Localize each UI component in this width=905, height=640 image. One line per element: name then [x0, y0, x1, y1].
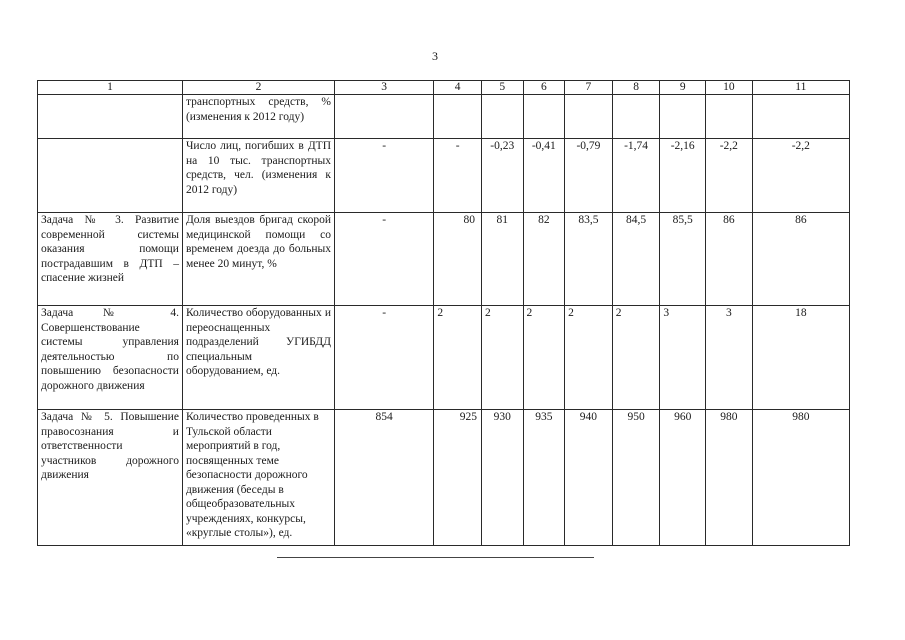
value-cell: 85,5 — [660, 213, 706, 306]
value-cell: -0,79 — [565, 139, 613, 213]
value-cell: 2 — [565, 306, 613, 410]
footnote-divider — [277, 557, 594, 558]
task-cell: Задача № 3. Развитие современной системы оказания помощи пострадавшим в ДТП – спасение жизней — [38, 213, 183, 306]
value-cell: 84,5 — [612, 213, 660, 306]
value-cell: 980 — [752, 410, 849, 546]
value-cell: 925 — [434, 410, 482, 546]
column-header: 3 — [335, 81, 434, 95]
indicators-table — [37, 80, 850, 546]
indicator-cell: транспортных средств, % (изменения к 2012 году) — [182, 95, 334, 139]
page-number: 3 — [432, 49, 438, 63]
value-cell: 86 — [752, 213, 849, 306]
column-header: 11 — [752, 81, 849, 95]
value-cell: 83,5 — [565, 213, 613, 306]
value-cell: - — [335, 139, 434, 213]
table-row — [38, 95, 850, 139]
task-cell: Задача № 5. Повышение правосознания и ответственности участников дорожного движения — [38, 410, 183, 546]
table-row — [38, 139, 850, 213]
value-cell — [523, 95, 565, 139]
column-header: 2 — [182, 81, 334, 95]
column-header: 6 — [523, 81, 565, 95]
task-cell — [38, 139, 183, 213]
value-cell: -0,23 — [481, 139, 523, 213]
value-cell: -2,16 — [660, 139, 706, 213]
table-row — [38, 306, 850, 410]
value-cell — [706, 95, 753, 139]
value-cell: 82 — [523, 213, 565, 306]
table-header-row — [38, 81, 850, 95]
value-cell: 930 — [481, 410, 523, 546]
value-cell — [660, 95, 706, 139]
value-cell: 86 — [706, 213, 753, 306]
column-header: 1 — [38, 81, 183, 95]
value-cell — [752, 95, 849, 139]
column-header: 4 — [434, 81, 482, 95]
value-cell — [481, 95, 523, 139]
indicator-cell: Доля выездов бригад скорой медицинской помощи со временем доезда до больных менее 20 минут, % — [182, 213, 334, 306]
column-header: 5 — [481, 81, 523, 95]
value-cell: - — [335, 306, 434, 410]
column-header: 7 — [565, 81, 613, 95]
value-cell: 2 — [434, 306, 482, 410]
value-cell: 980 — [706, 410, 753, 546]
value-cell: 80 — [434, 213, 482, 306]
value-cell: 18 — [752, 306, 849, 410]
value-cell: 3 — [660, 306, 706, 410]
value-cell — [612, 95, 660, 139]
value-cell: 2 — [481, 306, 523, 410]
value-cell: -0,41 — [523, 139, 565, 213]
value-cell: -1,74 — [612, 139, 660, 213]
value-cell: 940 — [565, 410, 613, 546]
value-cell: - — [335, 213, 434, 306]
value-cell: 854 — [335, 410, 434, 546]
value-cell: - — [434, 139, 482, 213]
table-row — [38, 410, 850, 546]
value-cell — [565, 95, 613, 139]
value-cell: -2,2 — [752, 139, 849, 213]
indicator-cell: Количество проведенных в Тульской области мероприятий в год, посвященных теме безопасности дорожного движения (беседы в общеобразовательных учреждениях, конкурсы, «круглые столы»), ед. — [182, 410, 334, 546]
task-cell: Задача № 4. Совершенствование системы управления деятельностью по повышению безопасности дорожного движения — [38, 306, 183, 410]
value-cell: 2 — [612, 306, 660, 410]
column-header: 8 — [612, 81, 660, 95]
value-cell: 3 — [706, 306, 753, 410]
column-header: 9 — [660, 81, 706, 95]
value-cell: 2 — [523, 306, 565, 410]
value-cell: 960 — [660, 410, 706, 546]
value-cell — [335, 95, 434, 139]
table-row — [38, 213, 850, 306]
task-cell — [38, 95, 183, 139]
value-cell: -2,2 — [706, 139, 753, 213]
value-cell — [434, 95, 482, 139]
value-cell: 81 — [481, 213, 523, 306]
column-header: 10 — [706, 81, 753, 95]
indicator-cell: Число лиц, погибших в ДТП на 10 тыс. транспортных средств, чел. (изменения к 2012 году) — [182, 139, 334, 213]
value-cell: 950 — [612, 410, 660, 546]
value-cell: 935 — [523, 410, 565, 546]
indicator-cell: Количество оборудованных и переоснащенных подразделений УГИБДД специальным оборудованием, ед. — [182, 306, 334, 410]
